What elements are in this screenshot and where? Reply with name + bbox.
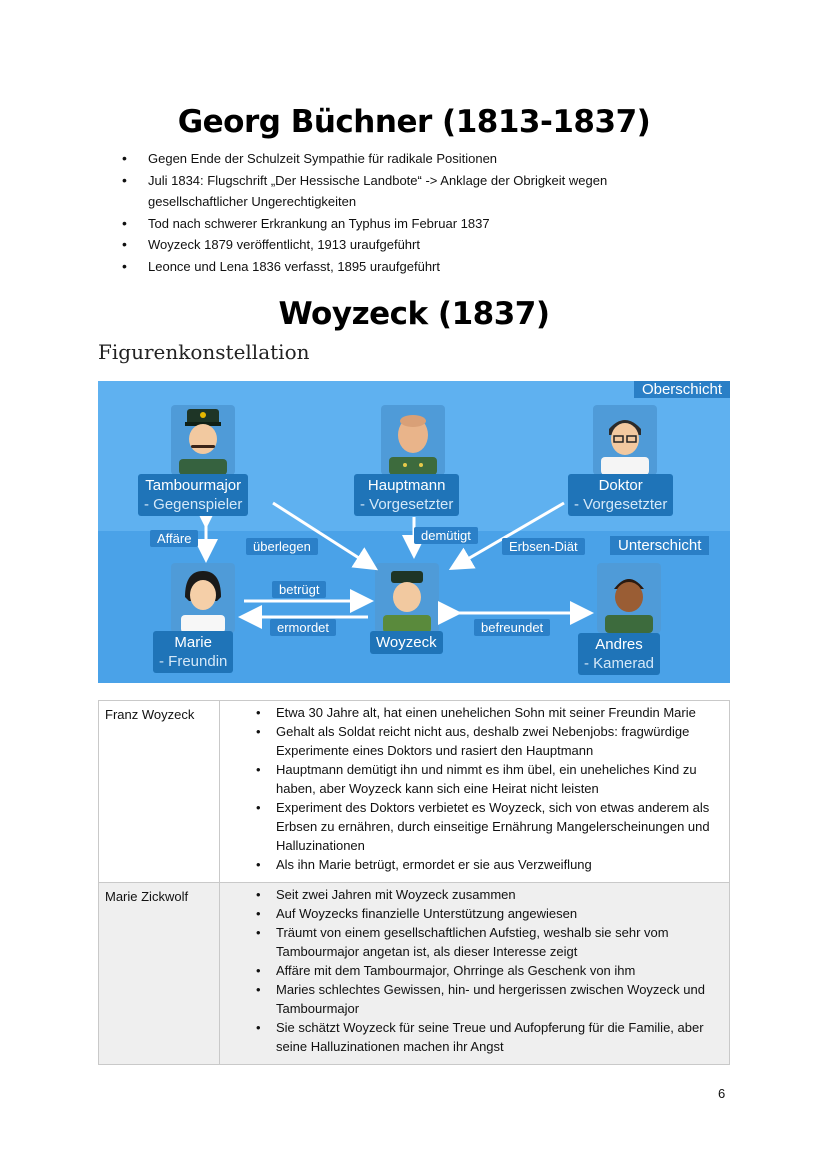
list-item: • Gegen Ende der Schulzeit Sympathie für radikale Positionen [112,148,672,170]
page-title: Georg Büchner (1813-1837) [177,104,651,140]
character-description [220,701,730,883]
biography-list [112,148,672,277]
list-item: • Maries schlechtes Gewissen, hin- und hergerissen zwischen Woyzeck und Tambourmajor [226,980,723,1018]
table-row [99,701,730,883]
list-item: • Affäre mit dem Tambourmajor, Ohrringe als Geschenk von ihm [226,961,723,980]
unterschicht-tag: Unterschicht [610,536,709,555]
list-item: • Als ihn Marie betrügt, ermordet er sie aus Verzweiflung [226,855,723,874]
list-item: • Auf Woyzecks finanzielle Unterstützung angewiesen [226,904,723,923]
tambourmajor-label: Tambourmajor - Gegenspieler [138,474,248,516]
subheading: Figurenkonstellation [98,340,310,364]
character-description [220,883,730,1065]
oberschicht-tag: Oberschicht [634,381,730,398]
woyzeck-label: Woyzeck [370,631,443,654]
list-item: • Juli 1834: Flugschrift „Der Hessische Landbote“ -> Anklage der Obrigkeit wegen gesellschaftlicher Ungerechtigkeiten [112,170,672,213]
andres-label: Andres - Kamerad [578,633,660,675]
list-item: • Etwa 30 Jahre alt, hat einen unehelichen Sohn mit seiner Freundin Marie [226,703,723,722]
ueberlegen-relation: überlegen [246,538,318,555]
list-item: • Leonce und Lena 1836 verfasst, 1895 uraufgeführt [112,256,672,278]
list-item: • Träumt von einem gesellschaftlichen Aufstieg, weshalb sie sehr vom Tambourmajor angetan ist, als dieser Interesse zeigt [226,923,723,961]
hauptmann-label: Hauptmann - Vorgesetzter [354,474,459,516]
betruegt-relation: betrügt [272,581,326,598]
marie-label: Marie - Freundin [153,631,233,673]
list-item: • Woyzeck 1879 veröffentlicht, 1913 uraufgeführt [112,234,672,256]
figurenkonstellation-diagram [98,381,730,683]
list-item: • Gehalt als Soldat reicht nicht aus, deshalb zwei Nebenjobs: fragwürdige Experimente eines Doktors und rasiert den Hauptmann [226,722,723,760]
list-item: • Hauptmann demütigt ihn und nimmt es ihm übel, ein uneheliches Kind zu haben, aber Woyzeck kann sich eine Heirat nicht leisten [226,760,723,798]
ermordet-relation: ermordet [270,619,336,636]
page-number: 6 [718,1086,726,1101]
list-item: • Experiment des Doktors verbietet es Woyzeck, sich von etwas anderem als Erbsen zu ernähren, durch einseitige Ernährung Mangelerscheinungen und Halluzinationen [226,798,723,855]
table-row [99,883,730,1065]
demuetigt-relation: demütigt [414,527,478,544]
character-name: Franz Woyzeck [99,701,220,883]
character-table [98,700,730,1065]
list-item: • Tod nach schwerer Erkrankung an Typhus im Februar 1837 [112,213,672,235]
list-item: • Sie schätzt Woyzeck für seine Treue und Aufopferung für die Familie, aber seine Halluzinationen machen ihr Angst [226,1018,723,1056]
erbsen-relation: Erbsen-Diät [502,538,585,555]
list-item: • Seit zwei Jahren mit Woyzeck zusammen [226,885,723,904]
doktor-label: Doktor - Vorgesetzter [568,474,673,516]
section-title: Woyzeck (1837) [278,296,550,332]
affaere-relation: Affäre [150,530,198,547]
befreundet-relation: befreundet [474,619,550,636]
character-name: Marie Zickwolf [99,883,220,1065]
